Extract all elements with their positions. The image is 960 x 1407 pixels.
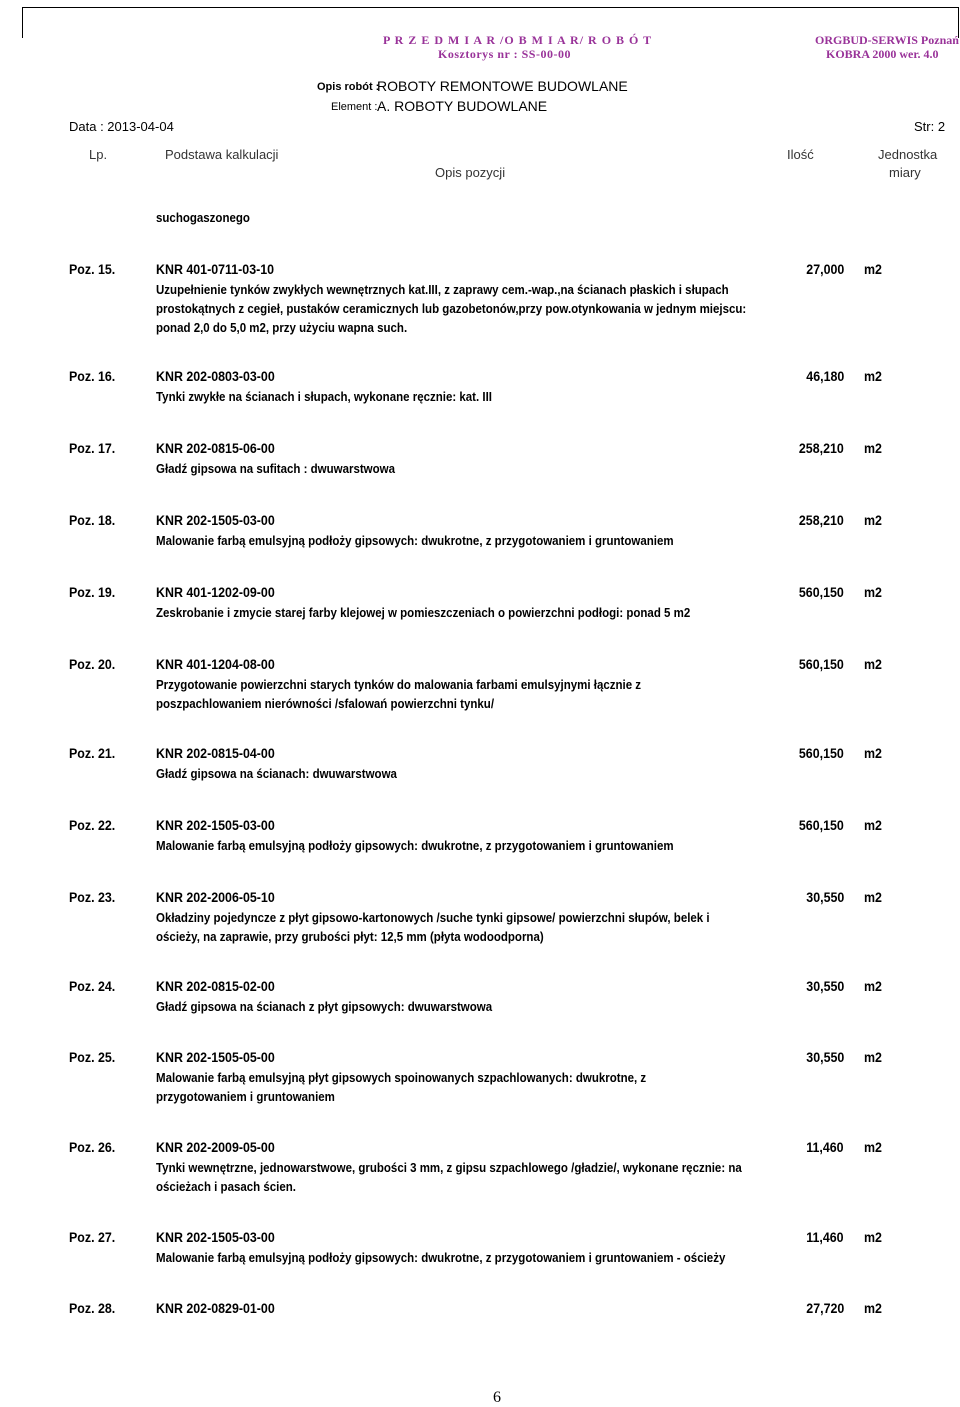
calculation-basis-code: KNR 202-1505-03-00 xyxy=(156,818,275,833)
quantity: 560,150 xyxy=(799,746,844,761)
column-ilosc: Ilość xyxy=(787,147,814,162)
unit-of-measure: m2 xyxy=(864,1140,882,1155)
quantity: 30,550 xyxy=(806,979,844,994)
continuation-text: suchogaszonego xyxy=(156,211,250,225)
position-number: Poz. 21. xyxy=(69,746,116,761)
calculation-basis-code: KNR 202-1505-03-00 xyxy=(156,1230,275,1245)
position-number: Poz. 18. xyxy=(69,513,116,528)
quantity: 560,150 xyxy=(799,657,844,672)
position-number: Poz. 25. xyxy=(69,1050,116,1065)
position-number: Poz. 22. xyxy=(69,818,116,833)
quantity: 30,550 xyxy=(806,1050,844,1065)
position-description-line: Malowanie farbą emulsyjną podłoży gipsowych: dwukrotne, z przygotowaniem i gruntowaniem xyxy=(156,534,674,548)
position-description-line: Gładź gipsowa na ścianach z płyt gipsowych: dwuwarstwowa xyxy=(156,1000,493,1014)
position-description-line: Uzupełnienie tynków zwykłych wewnętrznych kat.III, z zaprawy cem.-wap.,na ścianach płaskich i słupach xyxy=(156,283,729,297)
calculation-basis-code: KNR 202-1505-05-00 xyxy=(156,1050,275,1065)
position-description-line: Okładziny pojedyncze z płyt gipsowo-kartonowych /suche tynki gipsowe/ powierzchni słupów, belek i xyxy=(156,911,710,925)
position-description-line: poszpachlowaniem nierówności /sfalowań powierzchni tynku/ xyxy=(156,697,495,711)
quantity: 258,210 xyxy=(799,441,844,456)
calculation-basis-code: KNR 202-1505-03-00 xyxy=(156,513,275,528)
quantity: 560,150 xyxy=(799,585,844,600)
position-number: Poz. 24. xyxy=(69,979,116,994)
header-title: P R Z E D M I A R /O B M I A R/ R O B Ó T xyxy=(383,33,653,47)
calculation-basis-code: KNR 202-0815-04-00 xyxy=(156,746,275,761)
quantity: 27,000 xyxy=(806,262,844,277)
position-description-line: Malowanie farbą emulsyjną płyt gipsowych spoinowanych szpachlowanych: dwukrotne, z xyxy=(156,1071,647,1085)
position-number: Poz. 27. xyxy=(69,1230,116,1245)
position-number: Poz. 26. xyxy=(69,1140,116,1155)
calculation-basis-code: KNR 401-1202-09-00 xyxy=(156,585,275,600)
position-description-line: ościeżach i pasach ścien. xyxy=(156,1180,296,1194)
column-jednostka: Jednostka xyxy=(878,147,938,162)
position-description-line: Gładź gipsowa na sufitach : dwuwarstwowa xyxy=(156,462,395,476)
quantity: 11,460 xyxy=(806,1140,844,1155)
quantity: 560,150 xyxy=(799,818,844,833)
position-number: Poz. 23. xyxy=(69,890,116,905)
page-number: 6 xyxy=(493,1389,501,1406)
position-description-line: Przygotowanie powierzchni starych tynków do malowania farbami emulsyjnymi łącznie z xyxy=(156,678,642,692)
header-company: ORGBUD-SERWIS Poznań xyxy=(815,33,959,47)
unit-of-measure: m2 xyxy=(864,979,882,994)
calculation-basis-code: KNR 202-2009-05-00 xyxy=(156,1140,275,1155)
column-lp: Lp. xyxy=(89,147,108,162)
element-value: A. ROBOTY BUDOWLANE xyxy=(377,98,548,114)
quantity: 46,180 xyxy=(806,369,844,384)
position-number: Poz. 16. xyxy=(69,369,116,384)
unit-of-measure: m2 xyxy=(864,262,882,277)
position-description-line: Gładź gipsowa na ścianach: dwuwarstwowa xyxy=(156,767,397,781)
position-number: Poz. 20. xyxy=(69,657,116,672)
unit-of-measure: m2 xyxy=(864,1230,882,1245)
quantity: 27,720 xyxy=(806,1301,844,1316)
unit-of-measure: m2 xyxy=(864,369,882,384)
calculation-basis-code: KNR 401-1204-08-00 xyxy=(156,657,275,672)
quantity: 30,550 xyxy=(806,890,844,905)
opis-robot-label: Opis robót : xyxy=(317,81,380,93)
position-description-line: ponad 2,0 do 5,0 m2, przy użyciu wapna such. xyxy=(156,321,408,335)
position-description-line: Malowanie farbą emulsyjną podłoży gipsowych: dwukrotne, z przygotowaniem i gruntowaniem - ościeży xyxy=(156,1251,726,1265)
position-description-line: Tynki wewnętrzne, jednowarstwowe, grubości 3 mm, z gipsu szpachlowego /gładzie/, wykonane ręcznie: na xyxy=(156,1161,742,1175)
calculation-basis-code: KNR 202-0803-03-00 xyxy=(156,369,275,384)
calculation-basis-code: KNR 202-2006-05-10 xyxy=(156,890,275,905)
position-number: Poz. 28. xyxy=(69,1301,116,1316)
unit-of-measure: m2 xyxy=(864,1050,882,1065)
unit-of-measure: m2 xyxy=(864,1301,882,1316)
unit-of-measure: m2 xyxy=(864,890,882,905)
unit-of-measure: m2 xyxy=(864,746,882,761)
position-description-line: ościeży, na zaprawie, przy grubości płyt: 12,5 mm (płyta wodoodporna) xyxy=(156,930,544,944)
header-kosztorys-number: Kosztorys nr : SS-00-00 xyxy=(438,47,571,61)
position-number: Poz. 17. xyxy=(69,441,116,456)
position-description-line: Zeskrobanie i zmycie starej farby klejowej w pomieszczeniach o powierzchni podłogi: ponad 5 m2 xyxy=(156,606,691,620)
quantity: 258,210 xyxy=(799,513,844,528)
element-label: Element : xyxy=(331,101,378,113)
column-miary: miary xyxy=(889,165,921,180)
unit-of-measure: m2 xyxy=(864,818,882,833)
unit-of-measure: m2 xyxy=(864,657,882,672)
calculation-basis-code: KNR 401-0711-03-10 xyxy=(156,262,275,277)
column-opis: Opis pozycji xyxy=(435,165,506,180)
position-description-line: Malowanie farbą emulsyjną podłoży gipsowych: dwukrotne, z przygotowaniem i gruntowaniem xyxy=(156,839,674,853)
position-description-line: przygotowaniem i gruntowaniem xyxy=(156,1090,335,1104)
header-frame-top-border xyxy=(22,7,959,8)
unit-of-measure: m2 xyxy=(864,585,882,600)
position-number: Poz. 19. xyxy=(69,585,116,600)
quantity: 11,460 xyxy=(806,1230,844,1245)
position-description-line: prostokątnych z cegieł, pustaków ceramicznych lub gazobetonów,przy pow.otynkowania w jednym miejscu: xyxy=(156,302,747,316)
opis-robot-value: ROBOTY REMONTOWE BUDOWLANE xyxy=(377,78,628,94)
document-date: Data : 2013-04-04 xyxy=(69,119,174,134)
unit-of-measure: m2 xyxy=(864,513,882,528)
calculation-basis-code: KNR 202-0829-01-00 xyxy=(156,1301,275,1316)
header-software-version: KOBRA 2000 wer. 4.0 xyxy=(826,47,939,61)
calculation-basis-code: KNR 202-0815-02-00 xyxy=(156,979,275,994)
position-number: Poz. 15. xyxy=(69,262,116,277)
unit-of-measure: m2 xyxy=(864,441,882,456)
calculation-basis-code: KNR 202-0815-06-00 xyxy=(156,441,275,456)
page-label: Str: 2 xyxy=(914,119,946,134)
header-frame-left-border xyxy=(22,7,23,38)
position-description-line: Tynki zwykłe na ścianach i słupach, wykonane ręcznie: kat. III xyxy=(156,390,492,404)
column-podstawa: Podstawa kalkulacji xyxy=(165,147,279,162)
